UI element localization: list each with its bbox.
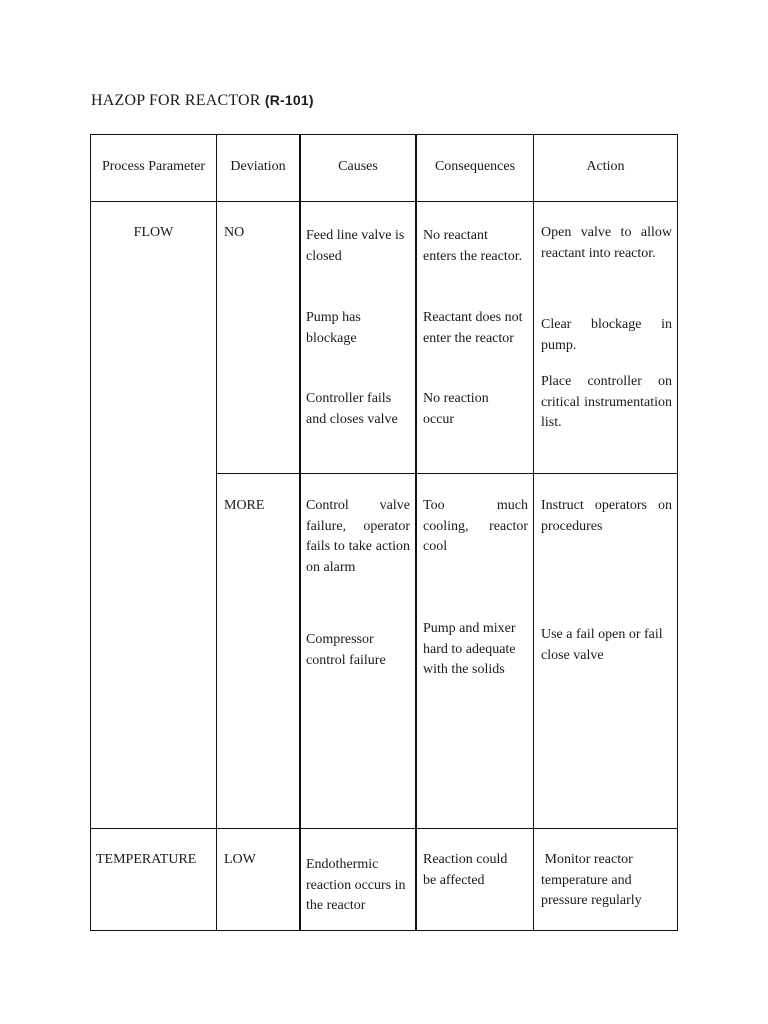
header-deviation: Deviation (230, 159, 286, 174)
cause-controller-fails: Controller fails and closes valve (306, 391, 398, 427)
consequence-reactant-not-enter: Reactant does not enter the reactor (423, 310, 523, 346)
column-divider-2 (299, 134, 301, 931)
consequence-no-reaction: No reaction occur (423, 391, 489, 427)
cause-feed-line-valve: Feed line valve is closed (306, 228, 405, 264)
column-divider-1 (216, 134, 217, 931)
action-clear-blockage: Clear blockage in pump. (541, 317, 672, 353)
flow-subrow-divider (216, 473, 678, 474)
header-consequences: Consequences (434, 159, 516, 174)
cause-control-valve-failure: Control valve failure, operator fails to take action on alarm (306, 498, 410, 575)
cause-endothermic-reaction: Endothermic reaction occurs in the reactor (306, 857, 406, 914)
header-process-parameter: Process Parameter (101, 159, 206, 174)
column-divider-4 (533, 134, 534, 931)
header-causes: Causes (338, 159, 378, 174)
action-fail-open-valve: Use a fail open or fail close valve (541, 627, 663, 663)
section-divider (90, 828, 678, 829)
action-open-valve: Open valve to allow reactant into reactor. (541, 225, 672, 261)
consequence-too-much-cooling: Too much cooling, reactor cool (423, 498, 528, 555)
deviation-no: NO (224, 225, 245, 240)
consequence-reaction-affected: Reaction could be affected (423, 852, 508, 888)
parameter-temperature: TEMPERATURE (96, 852, 197, 867)
header-divider (90, 201, 678, 202)
action-instruct-operators: Instruct operators on procedures (541, 498, 672, 534)
table-border-left (90, 134, 91, 931)
deviation-low: LOW (224, 852, 256, 867)
table-border-top (90, 134, 678, 135)
cause-compressor-control-failure: Compressor control failure (306, 632, 386, 668)
parameter-flow: FLOW (133, 225, 174, 240)
action-place-controller: Place controller on critical instrumentation list. (541, 374, 672, 431)
document-title (91, 92, 314, 110)
table-border-right (677, 134, 678, 931)
consequence-pump-mixer: Pump and mixer hard to adequate with the solids (423, 621, 516, 678)
column-divider-3 (415, 134, 417, 931)
deviation-more: MORE (224, 498, 265, 513)
header-action: Action (586, 159, 625, 174)
consequence-no-reactant: No reactant enters the reactor. (423, 228, 523, 264)
action-monitor-reactor: Monitor reactor temperature and pressure regularly (541, 852, 642, 909)
title-reactor-tag: (R-101) (264, 92, 314, 108)
title-main: HAZOP FOR REACTOR (91, 92, 265, 109)
table-border-bottom (90, 930, 678, 931)
cause-pump-blockage: Pump has blockage (306, 310, 361, 346)
